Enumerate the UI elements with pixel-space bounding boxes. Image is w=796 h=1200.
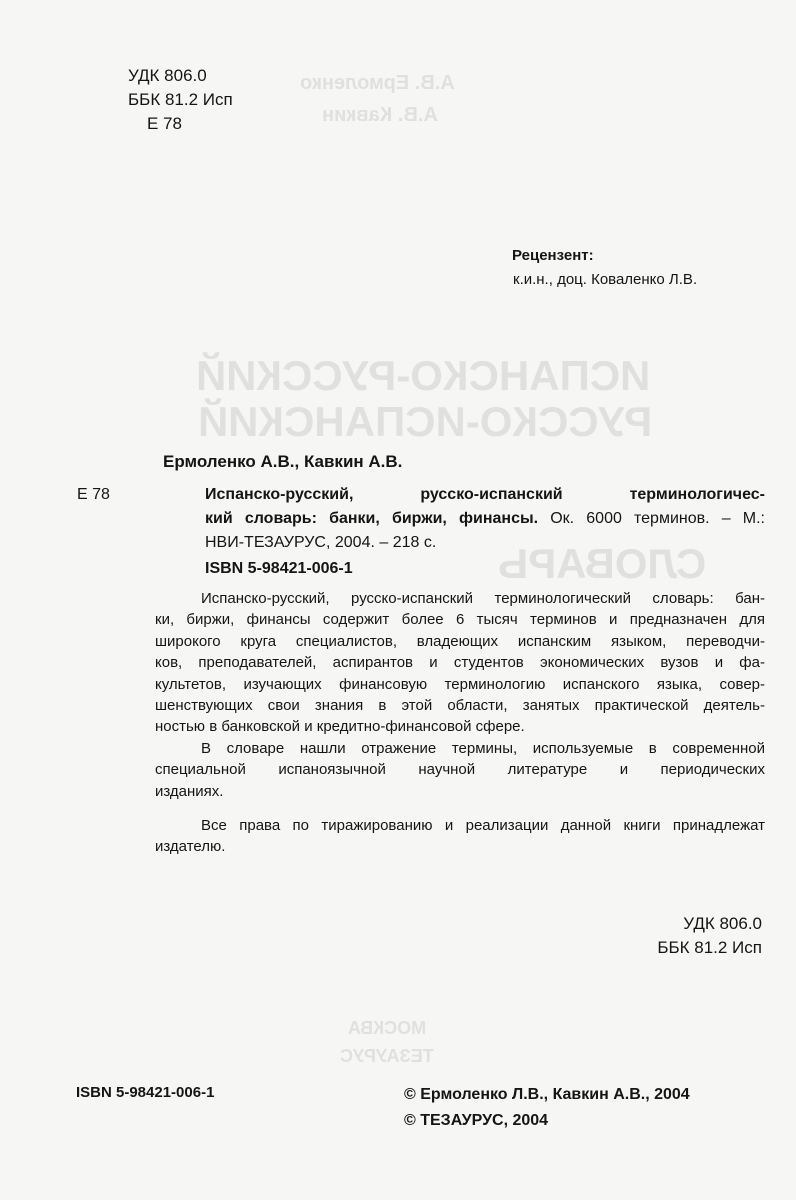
copyright-publisher: © ТЕЗАУРУС, 2004 [404,1112,549,1129]
abstract-paragraph-1 [155,588,765,738]
author-sign-code: Е 78 [147,114,182,133]
isbn-footer: ISBN 5-98421-006-1 [76,1084,215,1101]
abstract-line: Все права по тиражированию и реализации данной книги принадлежат [201,817,765,835]
title-line-3: НВИ-ТЕЗАУРУС, 2004. – 218 с. [205,534,437,551]
bibliographic-record [205,483,765,555]
abstract-line: Испанско-русский, русско-испанский терминологический словарь: бан- [201,590,765,607]
copyright-block [404,1082,690,1134]
udk-code: УДК 806.0 [128,66,207,85]
abstract-paragraph-3 [155,815,765,858]
authors-line: Ермоленко А.В., Кавкин А.В. [163,452,403,471]
udk-code: УДК 806.0 [683,914,762,933]
abstract-line: изданиях. [155,782,224,800]
bbk-code: ББК 81.2 Исп [128,90,233,109]
abstract-line: издателю. [155,838,226,856]
abstract-line: В словаре нашли отражение термины, используемые в современной [201,739,765,757]
abstract-line: специальной испаноязычной научной литературе и периодических [155,761,765,779]
bleed-through-decoration: РУССКО-ИСПАНСКИЙ [198,398,653,445]
classification-codes-top [128,64,233,136]
copyright-authors: © Ермоленко Л.В., Кавкин А.В., 2004 [404,1086,690,1103]
title-line-1: Испанско-русский, русско-испанский терминологичес- [205,486,765,503]
classification-codes-bottom [640,912,762,960]
abstract-line: ков, преподавателей, аспирантов и студентов экономических вузов и фа- [155,654,765,672]
abstract-line: ки, биржи, финансы содержит более 6 тысяч терминов и предназначен для [155,611,765,629]
title-line-2-rest: Ок. 6000 терминов. – М.: [538,510,765,527]
reviewer-block [512,244,697,292]
abstract-line: ностью в банковской и кредитно-финансовой сфере. [155,718,525,736]
abstract-line: шенствующих свои знания в этой области, занятых практической деятель- [155,697,765,715]
reviewer-heading: Рецензент: [512,247,594,264]
bleed-through-decoration: ТЕЗАУРУС [340,1046,434,1066]
bleed-through-decoration: А.В. Кавкин [322,104,438,126]
bleed-through-decoration: ИСПАНСКО-РУССКИЙ [196,352,651,399]
bleed-through-decoration: А.В. Ермоленко [300,72,455,94]
abstract [155,588,765,858]
bbk-code: ББК 81.2 Исп [657,938,762,957]
title-line-2-bold: кий словарь: банки, биржи, финансы. [205,510,539,527]
bleed-through-decoration: СЛОВАРЬ [498,540,707,587]
abstract-paragraph-2 [155,738,765,802]
isbn-record: ISBN 5-98421-006-1 [205,560,353,577]
reviewer-name: к.и.н., доц. Коваленко Л.В. [513,271,698,288]
record-code: Е 78 [77,486,110,503]
abstract-line: широкого круга специалистов, владеющих испанским языком, переводчи- [155,632,765,650]
bleed-through-decoration: МОСКВА [348,1018,427,1038]
abstract-line: культетов, изучающих финансовую терминологию испанского языка, совер- [155,675,765,693]
title-line-2 [205,507,765,531]
